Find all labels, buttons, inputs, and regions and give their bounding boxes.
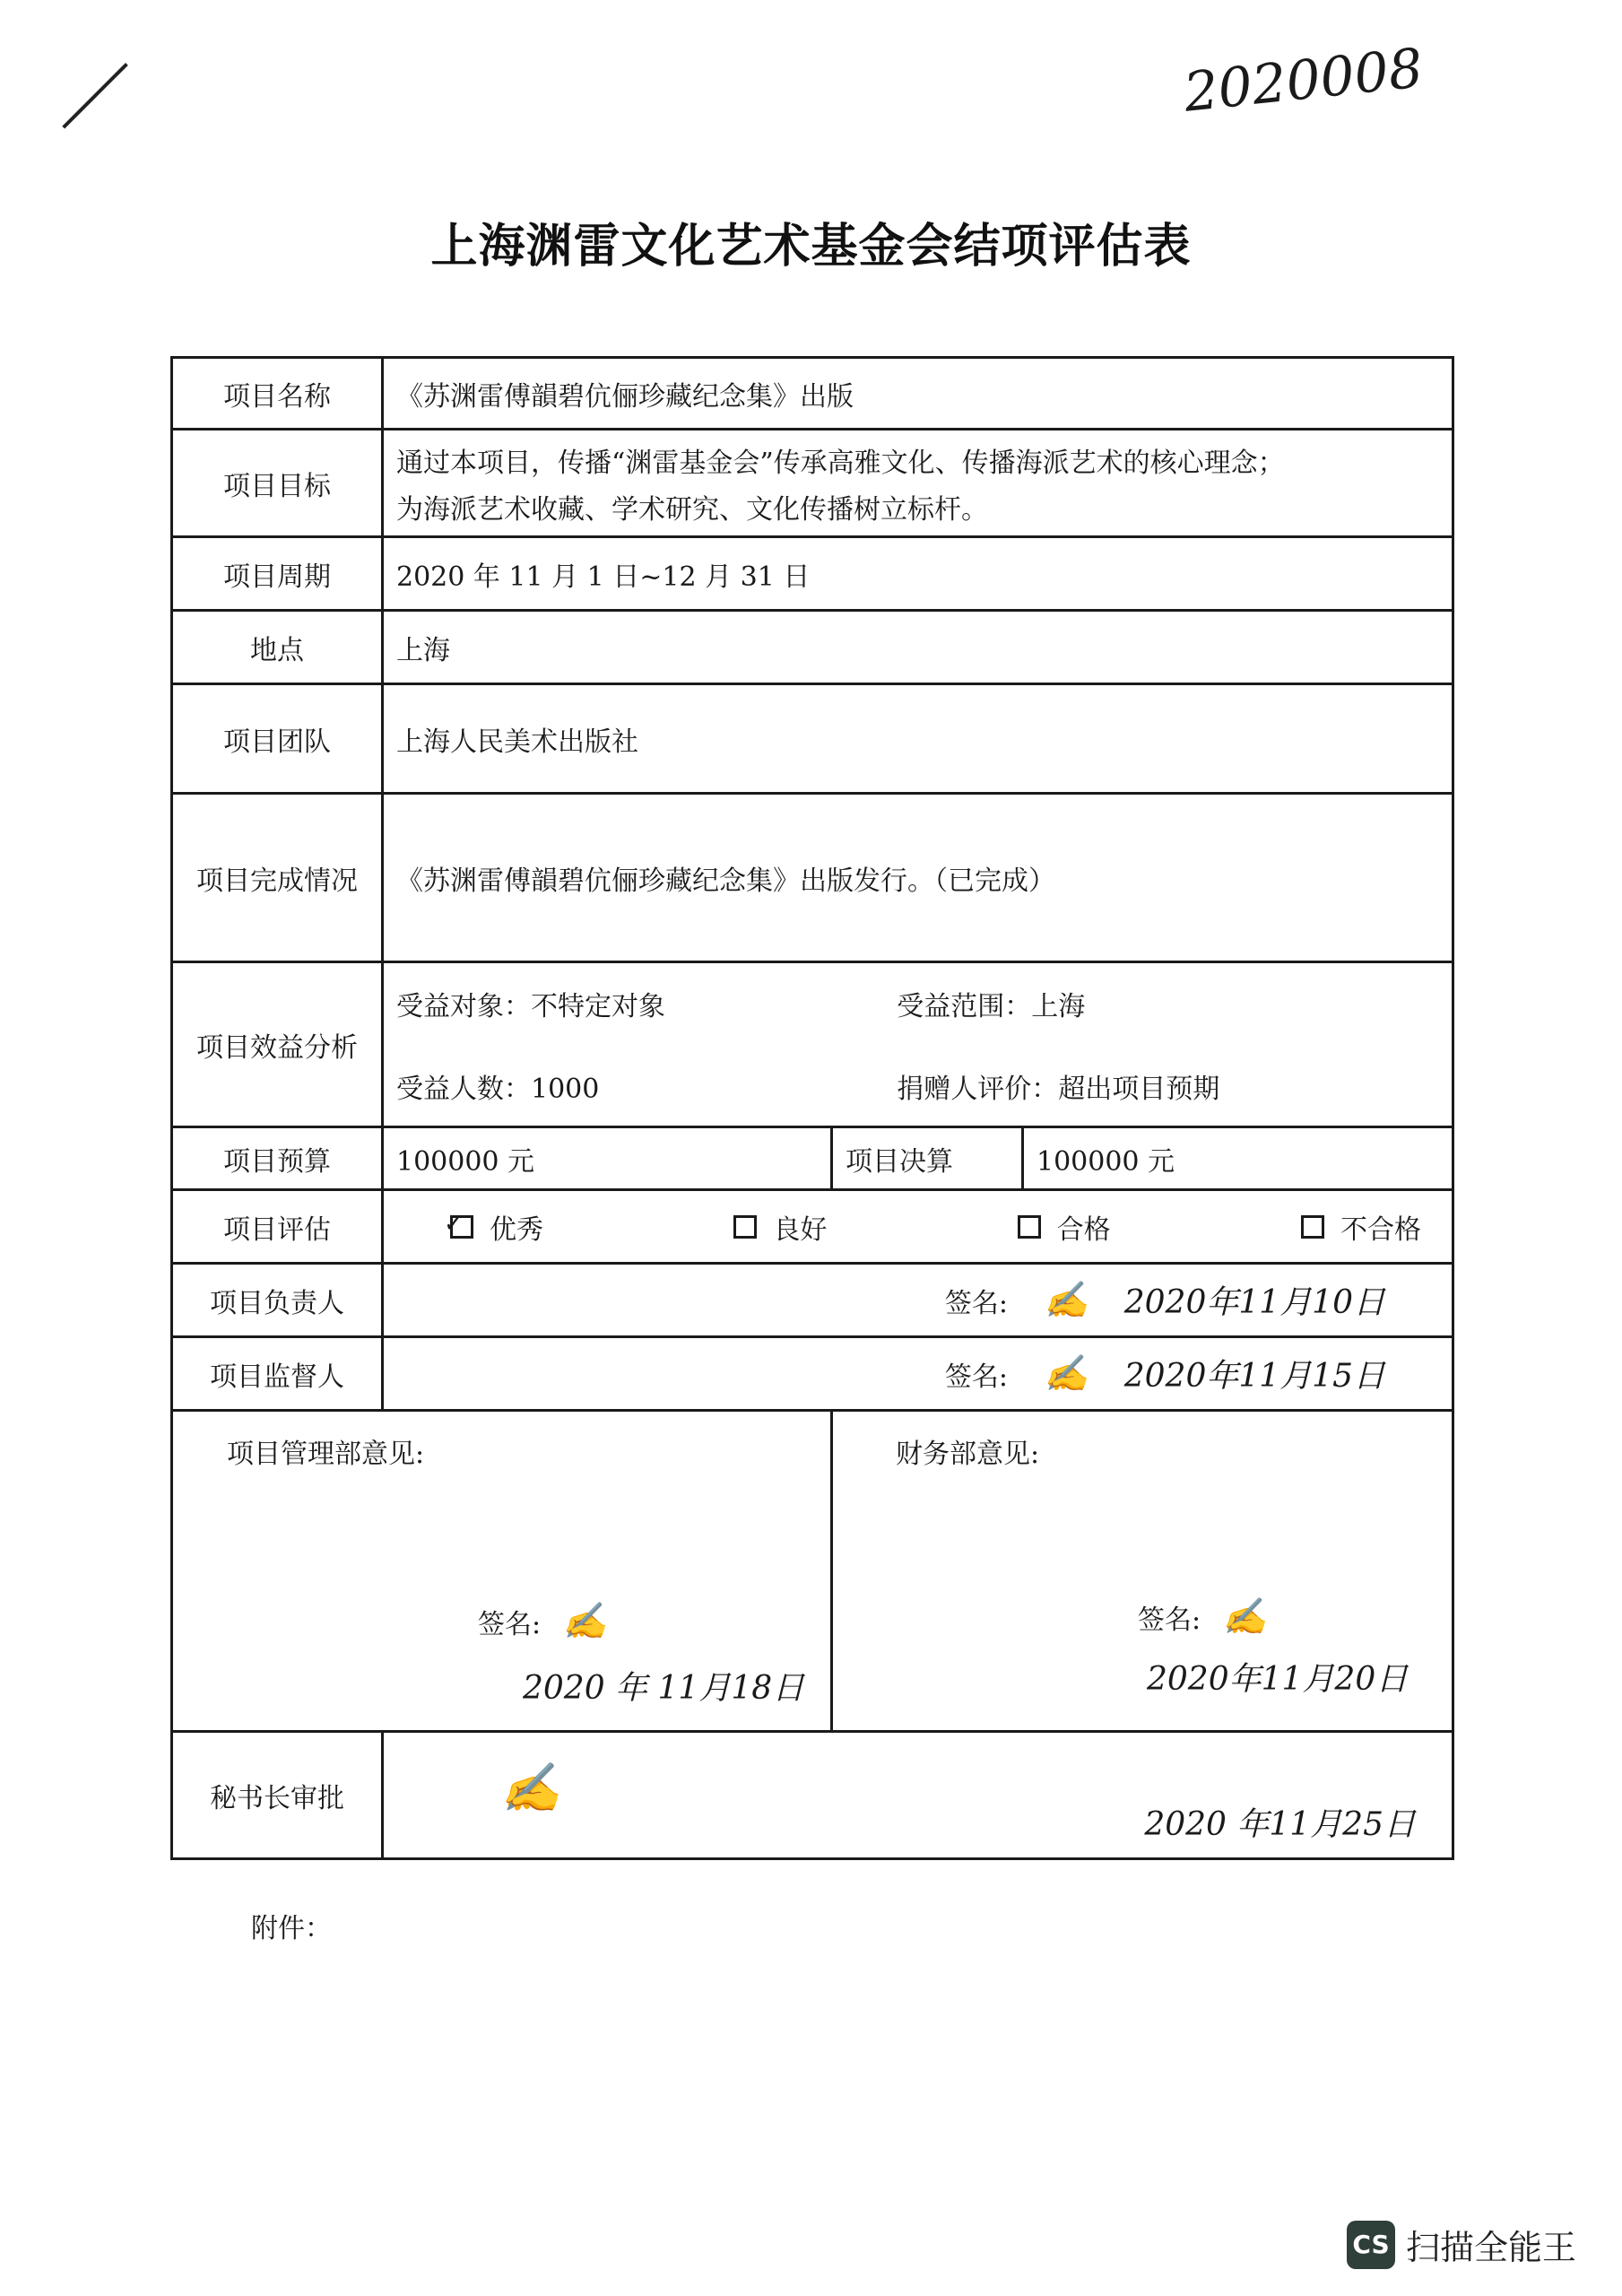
benefit-target: 受益对象：不特定对象 xyxy=(396,990,665,1022)
finance-sign-label: 签名: xyxy=(1138,1604,1201,1636)
evaluation-option-2[interactable] xyxy=(1018,1207,1111,1247)
camscanner-watermark-text: 扫描全能王 xyxy=(1406,2228,1577,2267)
evaluation-options xyxy=(383,1190,1453,1264)
label-project-name: 项目名称 xyxy=(172,358,383,430)
evaluation-option-label: 优秀 xyxy=(490,1213,543,1246)
evaluation-option-0[interactable] xyxy=(444,1207,543,1247)
value-final-account: 100000 元 xyxy=(1023,1127,1453,1190)
row-project-name xyxy=(172,358,1453,430)
evaluation-option-label: 合格 xyxy=(1056,1213,1111,1246)
row-project-period xyxy=(172,537,1453,611)
finance-sign-row xyxy=(1138,1596,1267,1638)
label-completion-status: 项目完成情况 xyxy=(172,794,383,962)
row-project-supervisor xyxy=(172,1337,1453,1411)
evaluation-option-label: 不合格 xyxy=(1340,1213,1421,1246)
row-location xyxy=(172,611,1453,684)
label-project-leader: 项目负责人 xyxy=(172,1264,383,1337)
label-evaluation: 项目评估 xyxy=(172,1190,383,1264)
value-benefit-analysis xyxy=(383,962,1453,1127)
secretary-sign-date: 2020 年11月25日 xyxy=(1144,1806,1416,1843)
evaluation-form-table xyxy=(170,356,1454,1860)
page-title: 上海渊雷文化艺术基金会结项评估表 xyxy=(430,220,1192,274)
mgmt-opinion-title: 项目管理部意见: xyxy=(227,1439,425,1470)
row-secretary-approval xyxy=(172,1732,1453,1859)
mgmt-sign-date: 2020 年 11月18日 xyxy=(523,1670,805,1707)
mgmt-opinion-cell xyxy=(172,1411,832,1732)
value-project-name: 《苏渊雷傅韻碧伉俪珍藏纪念集》出版 xyxy=(383,358,1453,430)
supervisor-sign-label: 签名: xyxy=(944,1361,1008,1393)
supervisor-sign-row xyxy=(396,1351,1439,1396)
evaluation-option-label: 良好 xyxy=(773,1213,828,1246)
evaluation-option-3[interactable] xyxy=(1301,1207,1421,1247)
camscanner-watermark xyxy=(1347,2220,1576,2269)
leader-sign-label: 签名: xyxy=(944,1287,1008,1319)
label-project-supervisor: 项目监督人 xyxy=(172,1337,383,1411)
label-budget: 项目预算 xyxy=(172,1127,383,1190)
label-secretary-approval: 秘书长审批 xyxy=(172,1732,383,1859)
mgmt-sign-label: 签名: xyxy=(478,1608,542,1640)
benefit-scope: 受益范围：上海 xyxy=(897,990,1086,1022)
checkbox-icon[interactable] xyxy=(1018,1215,1041,1239)
checkbox-icon[interactable] xyxy=(733,1215,757,1239)
benefit-grid xyxy=(396,984,1439,1106)
row-department-opinions xyxy=(172,1411,1453,1732)
row-budget xyxy=(172,1127,1453,1190)
row-project-leader xyxy=(172,1264,1453,1337)
row-evaluation xyxy=(172,1190,1453,1264)
handwritten-slash-mark xyxy=(62,63,128,129)
finance-sign-date: 2020年11月20日 xyxy=(1147,1661,1409,1698)
leader-signature-cell xyxy=(383,1264,1453,1337)
secretary-handwritten-signature: ✍ xyxy=(500,1760,561,1816)
evaluation-option-1[interactable] xyxy=(733,1207,827,1247)
goal-line-1: 通过本项目，传播“渊雷基金会”传承高雅文化、传播海派艺术的核心理念； xyxy=(396,447,1285,479)
row-project-goal xyxy=(172,430,1453,537)
row-project-team xyxy=(172,684,1453,794)
value-project-period: 2020 年 11 月 1 日~12 月 31 日 xyxy=(383,537,1453,611)
row-completion-status xyxy=(172,794,1453,962)
label-location: 地点 xyxy=(172,611,383,684)
attachment-label: 附件： xyxy=(251,1913,332,1944)
supervisor-sign-date: 2020年11月15日 xyxy=(1123,1358,1385,1395)
label-project-period: 项目周期 xyxy=(172,537,383,611)
label-project-team: 项目团队 xyxy=(172,684,383,794)
label-final-account: 项目决算 xyxy=(832,1127,1023,1190)
row-benefit-analysis xyxy=(172,962,1453,1127)
handwritten-doc-number: 2020008 xyxy=(1181,37,1427,125)
supervisor-handwritten-signature: ✍ xyxy=(1043,1353,1089,1395)
leader-handwritten-signature: ✍ xyxy=(1043,1280,1089,1321)
goal-line-2: 为海派艺术收藏、学术研究、文化传播树立标杆。 xyxy=(396,493,988,526)
value-project-team: 上海人民美术出版社 xyxy=(383,684,1453,794)
value-project-goal xyxy=(383,430,1453,537)
camscanner-logo-icon: CS xyxy=(1347,2221,1395,2269)
finance-opinion-cell xyxy=(832,1411,1453,1732)
secretary-approval-cell xyxy=(383,1732,1453,1859)
mgmt-sign-row xyxy=(478,1600,607,1642)
benefit-donor-review: 捐赠人评价：超出项目预期 xyxy=(897,1073,1220,1105)
leader-sign-row xyxy=(396,1277,1439,1323)
label-project-goal: 项目目标 xyxy=(172,430,383,537)
supervisor-signature-cell xyxy=(383,1337,1453,1411)
value-location: 上海 xyxy=(383,611,1453,684)
checked-checkbox-icon[interactable]: ✓ xyxy=(450,1215,473,1239)
mgmt-handwritten-signature: ✍ xyxy=(562,1601,607,1642)
finance-handwritten-signature: ✍ xyxy=(1222,1596,1267,1638)
checkbox-icon[interactable] xyxy=(1301,1215,1324,1239)
finance-opinion-title: 财务部意见: xyxy=(896,1439,1040,1470)
leader-sign-date: 2020年11月10日 xyxy=(1123,1284,1385,1321)
value-budget: 100000 元 xyxy=(383,1127,832,1190)
label-benefit-analysis: 项目效益分析 xyxy=(172,962,383,1127)
benefit-count: 受益人数：1000 xyxy=(396,1073,600,1105)
value-completion-status: 《苏渊雷傅韻碧伉俪珍藏纪念集》出版发行。（已完成） xyxy=(383,794,1453,962)
evaluation-checkbox-group xyxy=(396,1207,1439,1247)
